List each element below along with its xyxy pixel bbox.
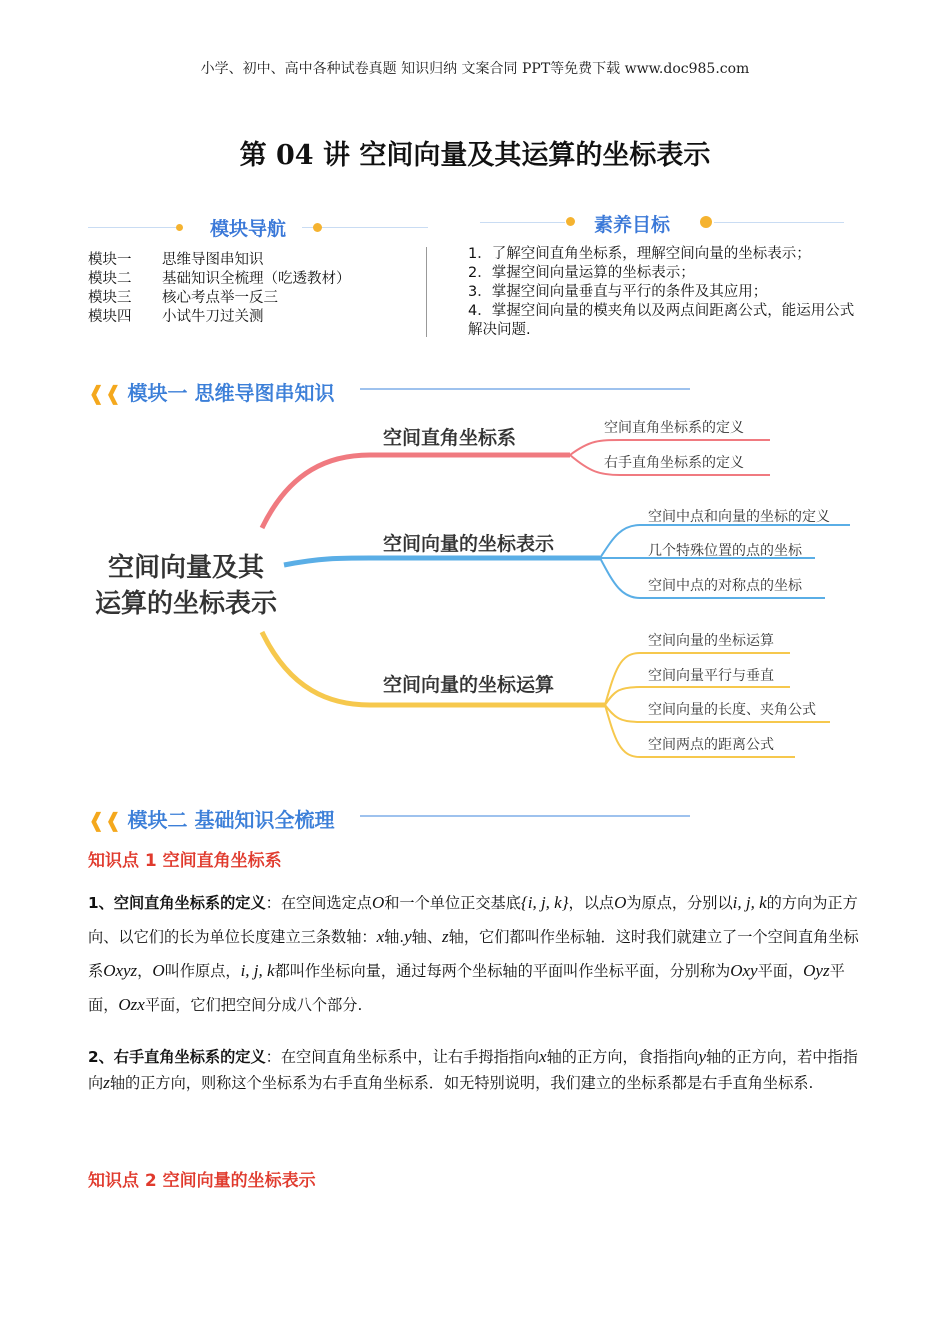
text: ，以点 (568, 894, 615, 912)
math: Oxy (730, 961, 758, 980)
math: O (614, 893, 627, 912)
page-title: 第 04 讲 空间向量及其运算的坐标表示 (239, 140, 711, 171)
text: 平面，它们把空间分成八个部分. (144, 996, 363, 1014)
module1-rule (360, 388, 690, 390)
text: 都叫作坐标向量，通过每两个坐标轴的平面叫作坐标平面，分别称为 (274, 962, 731, 980)
math: z (442, 927, 449, 946)
mindmap-branch-3-label: 空间向量的坐标运算 (383, 674, 555, 696)
math: Oxyz (103, 961, 138, 980)
text: 轴. (384, 928, 405, 946)
nav-key: 模块四 (88, 309, 132, 325)
nav-key: 模块二 (88, 271, 132, 287)
term: 1、空间直角坐标系的定义 (88, 894, 266, 912)
chevron-icon: ❰❰ (88, 808, 122, 832)
kp1-paragraph-2 (88, 1044, 864, 1096)
math: O (152, 961, 165, 980)
mindmap-root-line1: 空间向量及其 (107, 553, 265, 583)
goal-item: 3．掌握空间向量垂直与平行的条件及其应用； (468, 284, 768, 300)
nav-item-2[interactable] (88, 267, 351, 288)
text: 平面， (757, 962, 804, 980)
mindmap-leaf-1-2: 右手直角坐标系的定义 (604, 455, 744, 471)
math: i, j, k (240, 961, 275, 980)
math: x (376, 927, 385, 946)
nav-key: 模块一 (88, 252, 132, 268)
text: 轴的正方向，则称这个坐标系为右手直角坐标系．如无特别说明，我们建立的坐标系都是右手直角坐标系. (109, 1074, 814, 1092)
mindmap-leaf-3-3: 空间向量的长度、夹角公式 (648, 702, 816, 718)
math: {i, j, k} (520, 893, 569, 912)
mindmap-branch-1-line (262, 455, 570, 528)
text: 的方向为正方向、以它们的长为单位长度建立三条数轴： (88, 894, 858, 946)
text: 轴的正方向，若中指指向 (88, 1048, 858, 1092)
nav-heading: 模块导航 (210, 218, 287, 240)
nav-label: 核心考点举一反三 (162, 290, 278, 306)
goal-item: 1．了解空间直角坐标系，理解空间向量的坐标表示； (468, 246, 811, 262)
kp2-title: 知识点 2 空间向量的坐标表示 (88, 1171, 316, 1191)
kp1-paragraph-1 (88, 886, 864, 1022)
text: 为原点，分别以 (626, 894, 733, 912)
module2-heading-text: 模块二 基础知识全梳理 (127, 808, 335, 832)
math: Ozx (118, 995, 145, 1014)
nav-label: 基础知识全梳理（吃透教材） (162, 271, 351, 287)
math: y (698, 1047, 706, 1066)
nav-item-1[interactable] (88, 248, 264, 269)
nav-key: 模块三 (88, 290, 132, 306)
math: x (539, 1047, 547, 1066)
math: i, j, k (732, 893, 767, 912)
mindmap-leaf-3-4: 空间两点的距离公式 (648, 737, 774, 753)
nav-label: 思维导图串知识 (162, 252, 264, 268)
mindmap-branch-2-label: 空间向量的坐标表示 (383, 533, 555, 555)
mindmap-root-line2: 运算的坐标表示 (94, 589, 278, 619)
mindmap-leaf-1-1-line (570, 440, 770, 455)
mindmap-leaf-2-3: 空间中点的对称点的坐标 (648, 578, 802, 594)
text: 和一个单位正交基底 (384, 894, 521, 912)
mindmap-leaf-1-1: 空间直角坐标系的定义 (604, 420, 744, 436)
text: 轴的正方向，食指指向 (546, 1048, 699, 1066)
mindmap (0, 400, 950, 780)
math: O (371, 893, 385, 912)
nav-item-3[interactable] (88, 286, 278, 307)
text: 轴、 (411, 928, 443, 946)
mindmap-branch-2-line (284, 558, 600, 565)
chevron-icon: ❰❰ (88, 381, 122, 405)
math: Oyz (803, 961, 830, 980)
module2-heading (88, 804, 334, 833)
nav-label: 小试牛刀过关测 (162, 309, 264, 325)
module2-rule (360, 815, 690, 817)
math: z (103, 1073, 110, 1092)
column-divider (426, 247, 427, 337)
text: ：在空间选定点 (265, 894, 372, 912)
text: 轴，它们都叫作坐标轴．这时我们就建立了一个空间直角坐标系 (88, 928, 859, 980)
term: 2、右手直角坐标系的定义 (88, 1048, 266, 1066)
text: 平面， (88, 962, 845, 1014)
kp1-title: 知识点 1 空间直角坐标系 (88, 851, 282, 871)
mindmap-leaf-3-1: 空间向量的坐标运算 (648, 633, 774, 649)
page-header: 小学、初中、高中各种试卷真题 知识归纳 文案合同 PPT等免费下载 www.doc985.com (200, 61, 750, 77)
module1-heading-text: 模块一 思维导图串知识 (127, 381, 335, 405)
text: ， (137, 962, 153, 980)
nav-item-4[interactable] (88, 305, 264, 326)
mindmap-branch-1-label: 空间直角坐标系 (383, 427, 517, 449)
text: 叫作原点， (164, 962, 241, 980)
goals-heading: 素养目标 (594, 214, 671, 236)
nav-heading-decor (88, 214, 428, 240)
text: ：在空间直角坐标系中，让右手拇指指向 (265, 1048, 540, 1066)
goal-item: 2．掌握空间向量运算的坐标表示； (468, 265, 695, 281)
goal-item: 4．掌握空间向量的模夹角以及两点间距离公式，能运用公式解决问题. (468, 303, 855, 338)
mindmap-leaf-3-2: 空间向量平行与垂直 (648, 668, 774, 684)
mindmap-leaf-2-1: 空间中点和向量的坐标的定义 (648, 509, 830, 525)
goals-heading-decor (470, 210, 870, 238)
mindmap-leaf-2-2: 几个特殊位置的点的坐标 (648, 543, 802, 559)
math: y (404, 927, 412, 946)
